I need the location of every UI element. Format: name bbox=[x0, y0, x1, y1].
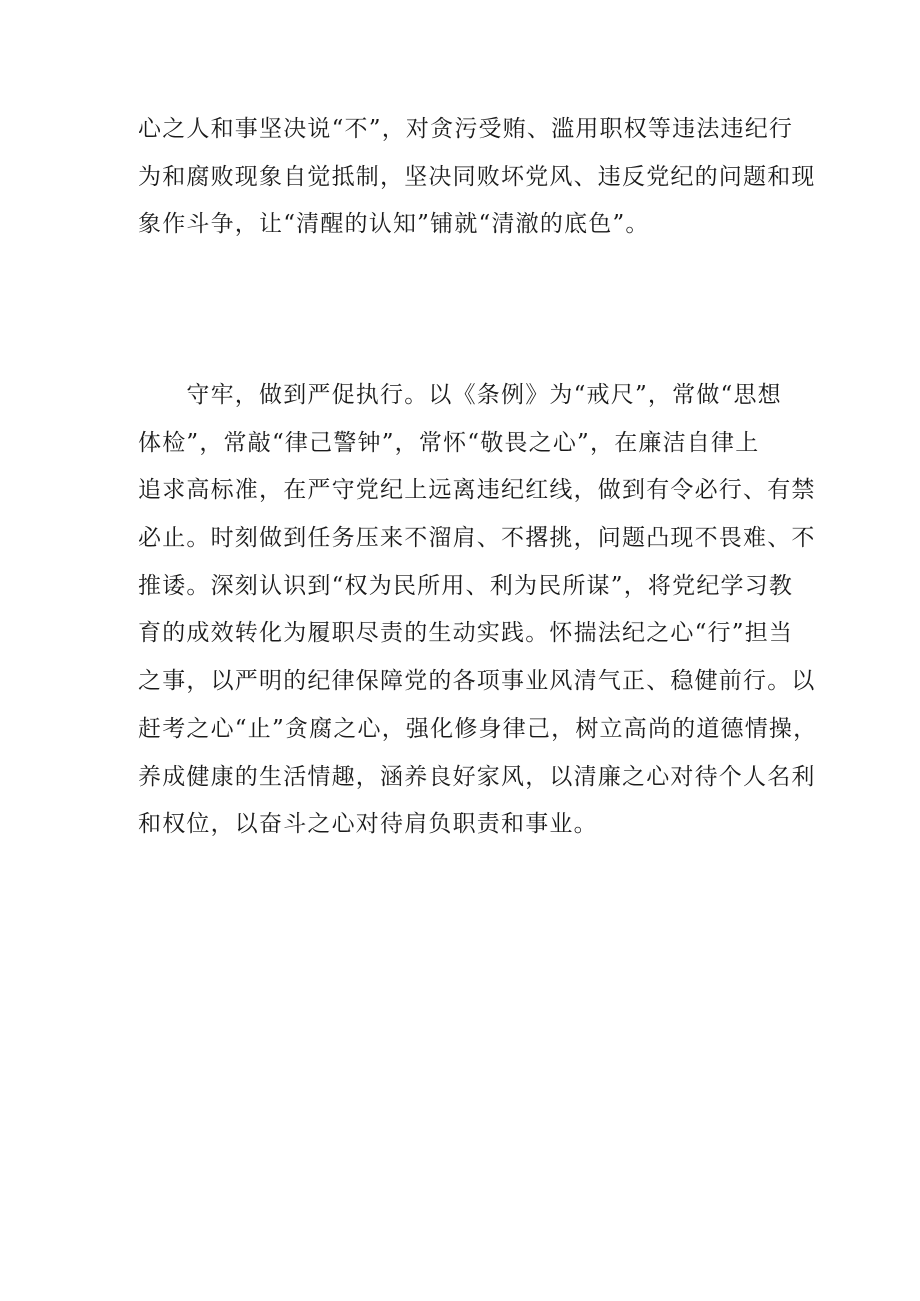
paragraph-continuation bbox=[138, 106, 816, 249]
text-line: 育的成效转化为履职尽责的生动实践。怀揣法纪之心“行”担当 bbox=[138, 620, 794, 647]
text-line: 为和腐败现象自觉抵制，坚决同败坏党风、违反党纪的问题和现 bbox=[138, 163, 816, 190]
text-line: 体检”，常敲“律己警钟”，常怀“敬畏之心”，在廉洁自律上 bbox=[138, 429, 760, 456]
text-line: 赶考之心“止”贪腐之心，强化修身律己，树立高尚的道德情操， bbox=[138, 715, 818, 742]
text-line: 守牢，做到严促执行。以《条例》为“戒尺”，常做“思想 bbox=[138, 382, 782, 408]
paragraph-shoulao bbox=[138, 372, 818, 849]
text-line: 必止。时刻做到任务压来不溜肩、不撂挑，问题凸现不畏难、不 bbox=[138, 525, 816, 552]
text-line: 追求高标准，在严守党纪上远离违纪红线，做到有令必行、有禁 bbox=[138, 477, 816, 504]
text-line: 之事，以严明的纪律保障党的各项事业风清气正、稳健前行。以 bbox=[138, 668, 816, 695]
text-line: 养成健康的生活情趣，涵养良好家风，以清廉之心对待个人名利 bbox=[138, 763, 816, 790]
text-line: 象作斗争，让“清醒的认知”铺就“清澈的底色”。 bbox=[138, 211, 650, 238]
text-line: 心之人和事坚决说“不”，对贪污受贿、滥用职权等违法违纪行 bbox=[138, 116, 794, 142]
text-line: 和权位，以奋斗之心对待肩负职责和事业。 bbox=[138, 811, 598, 838]
text-line: 推诿。深刻认识到“权为民所用、利为民所谋”，将党纪学习教 bbox=[138, 572, 794, 599]
